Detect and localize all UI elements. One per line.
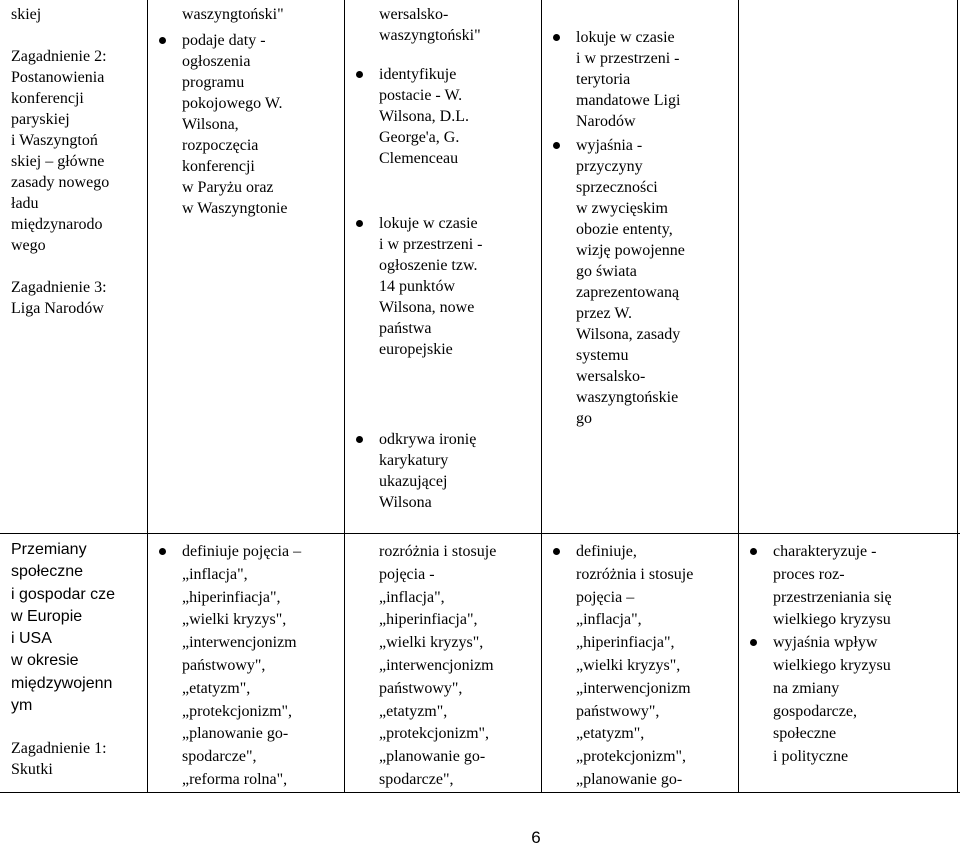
list-item: odkrywa ironię karykatury ukazującej Wilsona xyxy=(349,429,539,513)
section-title: Przemiany społeczne i gospodar cze w Europie i USA w okresie międzywojenn ym xyxy=(11,541,116,715)
requirements-list xyxy=(152,541,342,792)
topic-1-title: Zagadnienie 1: Skutki xyxy=(11,740,107,779)
lower-requirements-cell-1 xyxy=(152,541,342,792)
list-item: definiuje, rozróżnia i stosuje pojęcia – „inflacja", „hiperinfiacja", „wielki kryzys", „interwencjonizm państwowy", „etatyzm", „protekcjonizm", „planowanie go- xyxy=(546,541,736,792)
lower-requirements-cell-3 xyxy=(546,541,736,792)
list-item: wyjaśnia - przyczyny sprzeczności w zwycięskim obozie ententy, wizję powojenne go świata zaprezentowaną przez W. Wilsona, zasady systemu wersalsko- waszyngtońskie go xyxy=(546,135,736,429)
upper-requirements-cell-2 xyxy=(349,4,539,513)
carryover-text: wersalsko- waszyngtoński" xyxy=(379,6,481,44)
topic-continuation: skiej xyxy=(11,6,42,23)
requirements-list xyxy=(546,541,736,792)
row-divider xyxy=(0,533,960,534)
column-divider-4 xyxy=(738,0,739,793)
page-number: 6 xyxy=(531,828,541,847)
list-item: lokuje w czasie i w przestrzeni - terytoria mandatowe Ligi Narodów xyxy=(546,27,736,132)
column-divider-2 xyxy=(344,0,345,793)
list-item: lokuje w czasie i w przestrzeni - ogłoszenie tzw. 14 punktów Wilsona, nowe państwa europejskie xyxy=(349,213,539,360)
column-divider-3 xyxy=(541,0,542,793)
list-item: wyjaśnia wpływ wielkiego kryzysu na zmiany gospodarcze, społeczne i polityczne xyxy=(743,632,955,769)
topic-3-title: Zagadnienie 3: Liga Narodów xyxy=(11,279,107,317)
list-item: podaje daty - ogłoszenia programu pokojowego W. Wilsona, rozpoczęcia konferencji w Paryżu oraz w Waszyngtonie xyxy=(152,30,342,219)
lower-requirements-cell-2 xyxy=(349,541,539,792)
table-bottom-border xyxy=(0,792,960,793)
upper-topic-cell xyxy=(11,4,145,319)
carryover-text: waszyngtoński" xyxy=(182,6,284,23)
list-item: identyfikuje postacie - W. Wilsona, D.L. George'a, G. Clemenceau xyxy=(349,64,539,169)
upper-requirements-cell-1 xyxy=(152,4,342,219)
list-item: rozróżnia i stosuje pojęcia - „inflacja", „hiperinfiacja", „wielki kryzys", „interwencjonizm państwowy", „etatyzm", „protekcjonizm", „planowanie go- spodarcze", xyxy=(379,543,497,788)
column-divider-1 xyxy=(147,0,148,793)
requirements-list xyxy=(152,30,342,219)
requirements-list xyxy=(546,27,736,429)
topic-2-title: Zagadnienie 2: Postanowienia konferencji paryskiej i Waszyngtoń skiej – główne zasady nowego ładu międzynarodo wego xyxy=(11,48,110,254)
requirements-list xyxy=(349,64,539,513)
table-right-border xyxy=(957,0,958,793)
lower-requirements-cell-4 xyxy=(743,541,955,769)
list-item: charakteryzuje - proces roz- przestrzeniania się wielkiego kryzysu xyxy=(743,541,955,632)
requirements-list xyxy=(743,541,955,769)
lower-topic-cell xyxy=(11,539,145,780)
upper-requirements-cell-3 xyxy=(546,27,736,429)
list-item: definiuje pojęcia – „inflacja", „hiperinfiacja", „wielki kryzys", „interwencjonizm państwowy", „etatyzm", „protekcjonizm", „planowanie go- spodarcze", „reforma rolna", xyxy=(152,541,342,792)
